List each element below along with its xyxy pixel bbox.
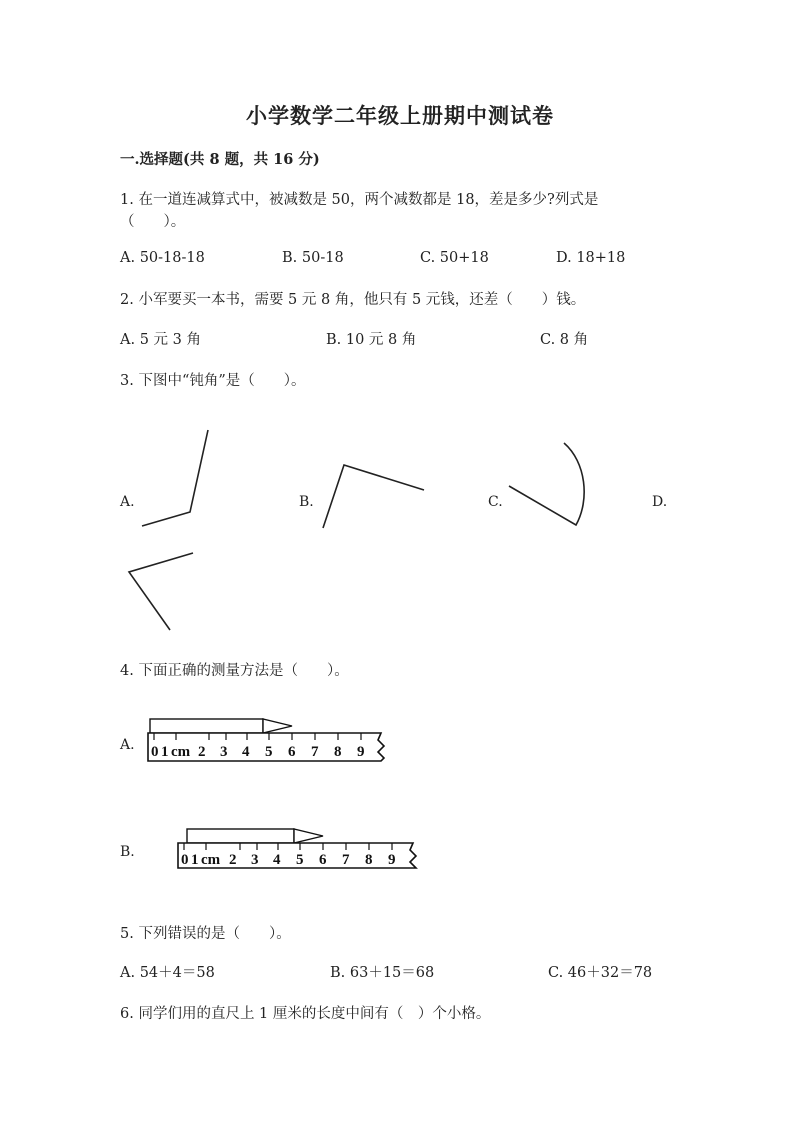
question-4-label-b[interactable]: B.	[120, 844, 135, 860]
ruler-a-label-4: 4	[242, 744, 250, 760]
question-5-option-b[interactable]: B. 63＋15＝68	[330, 965, 435, 981]
section-heading: 一.选择题(共 8 题，共 16 分)	[120, 151, 320, 168]
ruler-a-label-8: 8	[334, 744, 342, 760]
ruler-a-label-2: 2	[198, 744, 206, 760]
ruler-a-label-9: 9	[357, 744, 365, 760]
ruler-b-label-5: 5	[296, 852, 304, 868]
question-1-option-a[interactable]: A. 50-18-18	[120, 250, 205, 266]
question-4-label-a[interactable]: A.	[120, 737, 135, 753]
pencil-body	[187, 829, 294, 843]
ruler-a-label-1: 1	[161, 744, 169, 760]
ruler-b-label-cm: cm	[201, 852, 221, 868]
question-2-option-a[interactable]: A. 5 元 3 角	[120, 332, 201, 348]
ruler-a-label-3: 3	[220, 744, 228, 760]
ruler-b-label-9: 9	[388, 852, 396, 868]
ruler-a-label-7: 7	[311, 744, 319, 760]
question-3-label-a[interactable]: A.	[120, 494, 135, 510]
ruler-b-label-4: 4	[273, 852, 281, 868]
question-3-label-b[interactable]: B.	[299, 494, 314, 510]
question-4-text: 4. 下面正确的测量方法是（ ）。	[120, 663, 349, 679]
ruler-b-label-8: 8	[365, 852, 373, 868]
ruler-b-label-3: 3	[251, 852, 259, 868]
question-2-option-c[interactable]: C. 8 角	[540, 332, 589, 348]
question-3-text: 3. 下图中“钝角”是（ ）。	[120, 373, 306, 389]
question-1-option-b[interactable]: B. 50-18	[282, 250, 344, 266]
question-2-text: 2. 小军要买一本书，需要 5 元 8 角，他只有 5 元钱，还差（ ）钱。	[120, 292, 586, 308]
question-1-text-line2: （ ）。	[120, 214, 186, 230]
question-1-text-line1: 1. 在一道连减算式中，被减数是 50，两个减数都是 18，差是多少?列式是	[120, 192, 599, 208]
ruler-a-label-cm: cm	[171, 744, 191, 760]
ruler-b-label-7: 7	[342, 852, 350, 868]
question-5-option-a[interactable]: A. 54＋4＝58	[120, 965, 215, 981]
question-1-option-c[interactable]: C. 50+18	[420, 250, 489, 266]
ruler-a-label-6: 6	[288, 744, 296, 760]
pencil-tip	[294, 829, 323, 843]
question-6-text: 6. 同学们用的直尺上 1 厘米的长度中间有（ ）个小格。	[120, 1006, 491, 1022]
question-3-label-c[interactable]: C.	[488, 494, 503, 510]
ruler-a-label-0: 0	[151, 744, 159, 760]
question-2-option-b[interactable]: B. 10 元 8 角	[326, 332, 417, 348]
ruler-b-label-6: 6	[319, 852, 327, 868]
question-5-option-c[interactable]: C. 46＋32＝78	[548, 965, 653, 981]
question-5-text: 5. 下列错误的是（ ）。	[120, 926, 291, 942]
question-1-option-d[interactable]: D. 18+18	[556, 250, 626, 266]
ruler-b-label-0: 0	[181, 852, 189, 868]
ruler-a-label-5: 5	[265, 744, 273, 760]
question-3-label-d[interactable]: D.	[652, 494, 668, 510]
ruler-b-label-2: 2	[229, 852, 237, 868]
ruler-b-label-1: 1	[191, 852, 199, 868]
page-title: 小学数学二年级上册期中测试卷	[246, 103, 554, 128]
